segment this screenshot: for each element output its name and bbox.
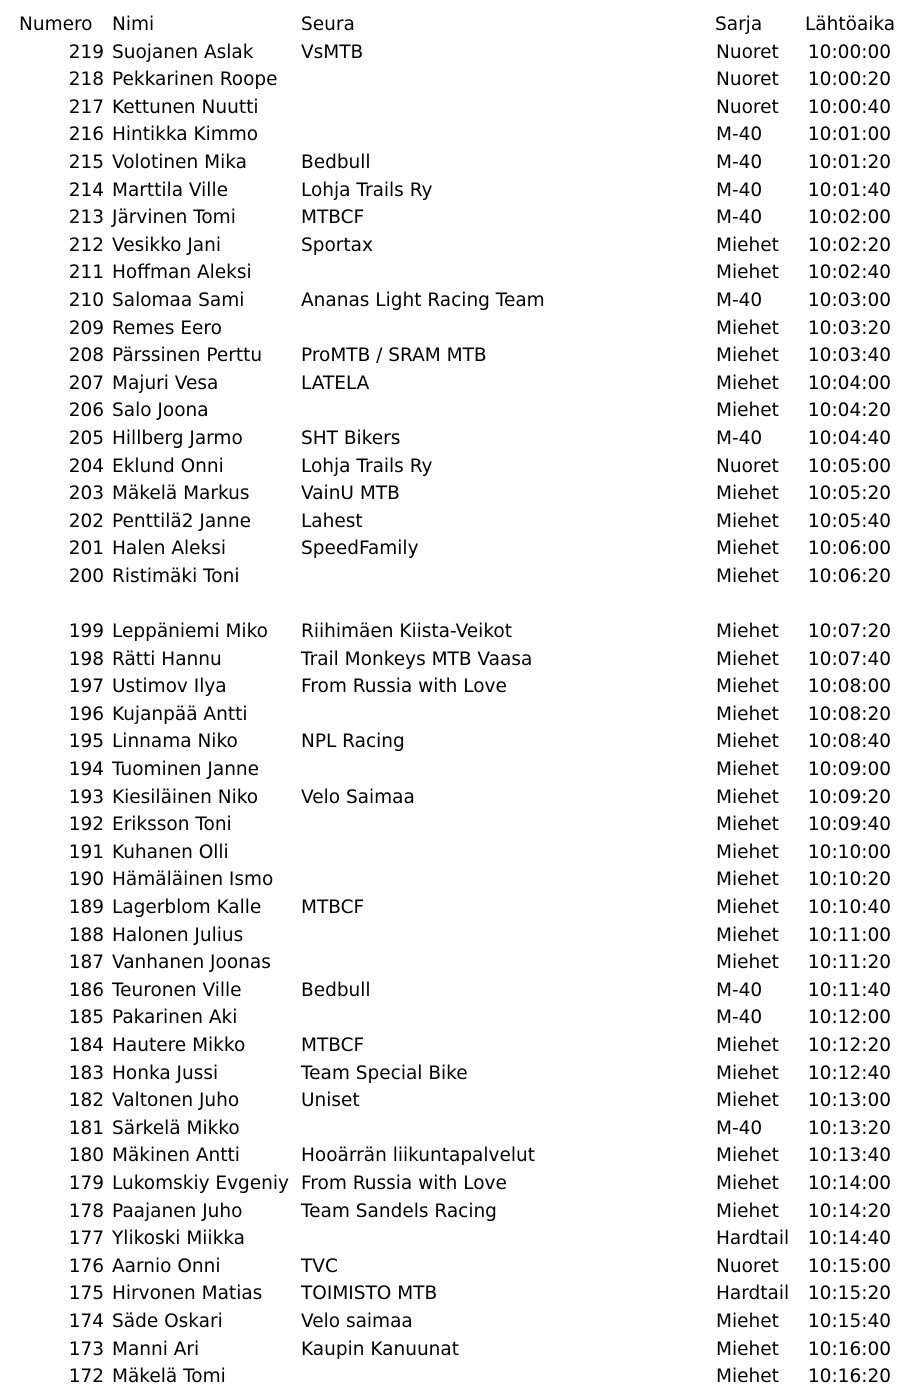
cell-number: 206: [68, 400, 104, 422]
cell-club: VainU MTB: [301, 483, 400, 505]
cell-club: Sportax: [301, 234, 373, 256]
table-row: [0, 1225, 918, 1253]
cell-start-time: 10:01:20: [807, 151, 891, 173]
cell-club: From Russia with Love: [301, 1172, 507, 1194]
cell-series: Miehet: [716, 1145, 779, 1167]
cell-club: Hooärrän liikuntapalvelut: [301, 1145, 535, 1167]
cell-name: Hintikka Kimmo: [112, 124, 259, 146]
cell-number: 182: [68, 1090, 104, 1112]
cell-name: Säde Oskari: [112, 1310, 223, 1332]
cell-name: Mäkelä Markus: [112, 483, 250, 505]
cell-series: Hardtail: [716, 1228, 790, 1250]
cell-series: Miehet: [716, 400, 779, 422]
table-row: [0, 784, 918, 812]
cell-name: Vanhanen Joonas: [112, 952, 271, 974]
header-name: Nimi: [112, 14, 155, 35]
cell-name: Hämäläinen Ismo: [112, 869, 274, 891]
table-row: [0, 1142, 918, 1170]
cell-start-time: 10:04:40: [807, 427, 891, 449]
cell-number: 186: [68, 979, 104, 1001]
cell-series: Miehet: [716, 786, 779, 808]
cell-start-time: 10:15:20: [807, 1283, 891, 1305]
cell-series: Miehet: [716, 621, 779, 643]
cell-club: MTBCF: [301, 207, 365, 229]
cell-number: 184: [68, 1034, 104, 1056]
cell-name: Eriksson Toni: [112, 814, 232, 836]
header-start-time: Lähtöaika: [805, 14, 896, 35]
cell-name: Leppäniemi Miko: [112, 621, 268, 643]
cell-series: Miehet: [716, 897, 779, 918]
table-row: [0, 811, 918, 839]
cell-start-time: 10:03:00: [807, 289, 891, 311]
cell-number: 207: [68, 372, 104, 394]
cell-start-time: 10:15:00: [807, 1255, 891, 1277]
cell-name: Mäkelä Tomi: [112, 1366, 226, 1388]
cell-number: 204: [68, 455, 104, 477]
cell-number: 180: [68, 1145, 104, 1167]
cell-start-time: 10:04:20: [807, 400, 891, 422]
cell-start-time: 10:14:00: [807, 1172, 891, 1194]
cell-series: Miehet: [716, 565, 779, 587]
cell-number: 197: [68, 676, 104, 698]
cell-number: 195: [68, 731, 104, 753]
cell-series: Miehet: [716, 703, 779, 725]
table-row: [0, 866, 918, 894]
cell-start-time: 10:02:40: [807, 262, 891, 284]
cell-name: Volotinen Mika: [112, 151, 247, 173]
cell-name: Rätti Hannu: [112, 648, 222, 670]
cell-series: Nuoret: [716, 41, 779, 63]
cell-start-time: 10:09:40: [807, 814, 891, 836]
table-row: [0, 1087, 918, 1115]
cell-club: Lohja Trails Ry: [301, 455, 433, 477]
cell-start-time: 10:16:00: [807, 1338, 891, 1360]
header-club: Seura: [301, 14, 355, 35]
table-row: [0, 1004, 918, 1032]
cell-number: 198: [68, 648, 104, 670]
table-row: [0, 977, 918, 1005]
cell-start-time: 10:14:40: [807, 1228, 891, 1250]
cell-series: Miehet: [716, 1310, 779, 1332]
cell-number: 187: [68, 952, 104, 974]
cell-name: Valtonen Juho: [112, 1090, 240, 1112]
table-row: [0, 259, 918, 287]
cell-name: Teuronen Ville: [112, 979, 242, 1001]
cell-name: Honka Jussi: [112, 1062, 219, 1084]
cell-series: M-40: [716, 1117, 763, 1139]
cell-series: Miehet: [716, 262, 779, 284]
cell-series: M-40: [716, 207, 763, 229]
group-separator: [0, 590, 918, 618]
cell-number: 213: [68, 207, 104, 229]
cell-number: 202: [68, 510, 104, 532]
cell-number: 218: [68, 69, 104, 91]
cell-start-time: 10:10:40: [807, 897, 891, 918]
cell-name: Marttila Ville: [112, 179, 228, 201]
table-row: [0, 149, 918, 177]
cell-club: From Russia with Love: [301, 676, 507, 698]
cell-club: ProMTB / SRAM MTB: [301, 345, 487, 367]
cell-name: Aarnio Onni: [112, 1255, 221, 1277]
cell-number: 175: [68, 1283, 104, 1305]
cell-club: NPL Racing: [301, 731, 405, 753]
cell-series: Miehet: [716, 1338, 779, 1360]
cell-club: Velo Saimaa: [301, 786, 415, 808]
cell-series: Miehet: [716, 676, 779, 698]
cell-number: 174: [68, 1310, 104, 1332]
table-row: [0, 728, 918, 756]
cell-number: 203: [68, 483, 104, 505]
cell-series: Hardtail: [716, 1283, 790, 1305]
cell-club: Bedbull: [301, 151, 371, 173]
table-row: [0, 949, 918, 977]
cell-series: M-40: [716, 1007, 763, 1029]
cell-number: 192: [68, 814, 104, 836]
cell-series: Miehet: [716, 1090, 779, 1112]
table-row: [0, 39, 918, 67]
cell-number: 210: [68, 289, 104, 311]
cell-number: 200: [68, 565, 104, 587]
cell-club: Uniset: [301, 1090, 360, 1112]
cell-start-time: 10:04:00: [807, 372, 891, 394]
cell-name: Järvinen Tomi: [112, 207, 236, 229]
cell-number: 196: [68, 703, 104, 725]
cell-start-time: 10:07:40: [807, 648, 891, 670]
cell-start-time: 10:08:20: [807, 703, 891, 725]
cell-name: Suojanen Aslak: [112, 41, 254, 63]
cell-series: Miehet: [716, 1034, 779, 1056]
cell-series: Miehet: [716, 317, 779, 339]
cell-series: Miehet: [716, 731, 779, 753]
cell-start-time: 10:00:40: [807, 96, 891, 118]
cell-number: 177: [68, 1228, 104, 1250]
cell-name: Ylikoski Miikka: [112, 1228, 246, 1250]
cell-start-time: 10:11:20: [807, 952, 891, 974]
table-row: [0, 839, 918, 867]
cell-series: Miehet: [716, 869, 779, 891]
cell-start-time: 10:03:40: [807, 345, 891, 367]
cell-start-time: 10:01:40: [807, 179, 891, 201]
table-row: [0, 94, 918, 122]
cell-start-time: 10:10:00: [807, 841, 891, 863]
cell-number: 179: [68, 1172, 104, 1194]
cell-series: Miehet: [716, 510, 779, 532]
table-row: [0, 1308, 918, 1336]
cell-club: Ananas Light Racing Team: [301, 289, 545, 311]
cell-start-time: 10:08:00: [807, 676, 891, 698]
table-row: [0, 563, 918, 591]
cell-start-time: 10:16:20: [807, 1366, 891, 1388]
cell-club: Team Sandels Racing: [301, 1200, 497, 1222]
table-row: [0, 894, 918, 922]
cell-name: Pekkarinen Roope: [112, 69, 278, 91]
cell-start-time: 10:07:20: [807, 621, 891, 643]
cell-number: 183: [68, 1062, 104, 1084]
cell-start-time: 10:09:00: [807, 759, 891, 781]
cell-club: Velo saimaa: [301, 1310, 413, 1332]
cell-club: Kaupin Kanuunat: [301, 1338, 459, 1360]
table-row: [0, 287, 918, 315]
cell-name: Eklund Onni: [112, 455, 224, 477]
cell-number: 193: [68, 786, 104, 808]
cell-name: Kujanpää Antti: [112, 703, 248, 725]
cell-start-time: 10:12:00: [807, 1007, 891, 1029]
cell-number: 219: [68, 41, 104, 63]
cell-club: TOIMISTO MTB: [301, 1283, 438, 1305]
table-row: [0, 66, 918, 94]
cell-series: M-40: [716, 979, 763, 1001]
table-row: [0, 1170, 918, 1198]
cell-start-time: 10:01:00: [807, 124, 891, 146]
cell-club: TVC: [301, 1255, 338, 1277]
cell-series: M-40: [716, 151, 763, 173]
cell-club: Trail Monkeys MTB Vaasa: [301, 648, 533, 670]
cell-start-time: 10:08:40: [807, 731, 891, 753]
cell-series: Miehet: [716, 1200, 779, 1222]
cell-series: Miehet: [716, 952, 779, 974]
cell-name: Linnama Niko: [112, 731, 238, 753]
cell-series: M-40: [716, 179, 763, 201]
cell-name: Ristimäki Toni: [112, 565, 240, 587]
table-row: [0, 508, 918, 536]
table-row: [0, 342, 918, 370]
cell-start-time: 10:13:40: [807, 1145, 891, 1167]
cell-club: MTBCF: [301, 897, 365, 918]
cell-number: 205: [68, 427, 104, 449]
cell-name: Halen Aleksi: [112, 538, 227, 560]
cell-number: 216: [68, 124, 104, 146]
table-row: [0, 1115, 918, 1143]
cell-name: Manni Ari: [112, 1338, 200, 1360]
table-row: [0, 1363, 918, 1391]
cell-series: Miehet: [716, 372, 779, 394]
cell-series: Nuoret: [716, 69, 779, 91]
cell-series: M-40: [716, 289, 763, 311]
cell-series: Miehet: [716, 1062, 779, 1084]
cell-name: Hirvonen Matias: [112, 1283, 263, 1305]
cell-number: 178: [68, 1200, 104, 1222]
cell-club: VsMTB: [301, 41, 364, 63]
cell-series: M-40: [716, 124, 763, 146]
cell-start-time: 10:05:20: [807, 483, 891, 505]
cell-start-time: 10:10:20: [807, 869, 891, 891]
cell-name: Lukomskiy Evgeniy: [112, 1172, 289, 1194]
cell-club: SpeedFamily: [301, 538, 419, 560]
cell-club: Bedbull: [301, 979, 371, 1001]
cell-number: 188: [68, 924, 104, 946]
cell-name: Salo Joona: [112, 400, 209, 422]
cell-club: Team Special Bike: [301, 1062, 468, 1084]
cell-name: Vesikko Jani: [112, 234, 222, 256]
cell-number: 208: [68, 345, 104, 367]
cell-series: Miehet: [716, 924, 779, 946]
cell-name: Kettunen Nuutti: [112, 96, 259, 118]
table-row: [0, 756, 918, 784]
cell-start-time: 10:13:20: [807, 1117, 891, 1139]
cell-number: 172: [68, 1366, 104, 1388]
cell-name: Pärssinen Perttu: [112, 345, 263, 367]
cell-series: Nuoret: [716, 1255, 779, 1277]
cell-name: Majuri Vesa: [112, 372, 219, 394]
cell-club: Lahest: [301, 510, 363, 532]
cell-series: Miehet: [716, 1366, 779, 1388]
table-row: [0, 618, 918, 646]
table-row: [0, 1253, 918, 1281]
cell-start-time: 10:06:20: [807, 565, 891, 587]
cell-name: Penttilä2 Janne: [112, 510, 252, 532]
cell-name: Remes Eero: [112, 317, 222, 339]
cell-series: Miehet: [716, 1172, 779, 1194]
cell-club: SHT Bikers: [301, 427, 401, 449]
cell-name: Särkelä Mikko: [112, 1117, 240, 1139]
cell-start-time: 10:15:40: [807, 1310, 891, 1332]
table-row: [0, 1280, 918, 1308]
cell-start-time: 10:09:20: [807, 786, 891, 808]
cell-number: 211: [68, 262, 104, 284]
cell-name: Pakarinen Aki: [112, 1007, 238, 1029]
table-row: [0, 480, 918, 508]
table-row: [0, 535, 918, 563]
cell-start-time: 10:05:40: [807, 510, 891, 532]
cell-start-time: 10:12:20: [807, 1034, 891, 1056]
table-row: [0, 315, 918, 343]
cell-start-time: 10:00:20: [807, 69, 891, 91]
cell-name: Tuominen Janne: [112, 759, 260, 781]
cell-name: Kuhanen Olli: [112, 841, 229, 863]
cell-number: 215: [68, 151, 104, 173]
cell-start-time: 10:00:00: [807, 41, 891, 63]
cell-name: Halonen Julius: [112, 924, 244, 946]
cell-series: M-40: [716, 427, 763, 449]
cell-start-time: 10:12:40: [807, 1062, 891, 1084]
table-row: [0, 232, 918, 260]
cell-start-time: 10:13:00: [807, 1090, 891, 1112]
header-number: Numero: [19, 14, 93, 35]
cell-club: Lohja Trails Ry: [301, 179, 433, 201]
cell-number: 173: [68, 1338, 104, 1360]
table-row: [0, 397, 918, 425]
cell-start-time: 10:06:00: [807, 538, 891, 560]
table-row: [0, 701, 918, 729]
cell-number: 201: [68, 538, 104, 560]
cell-number: 189: [68, 897, 104, 918]
cell-series: Miehet: [716, 538, 779, 560]
cell-name: Hautere Mikko: [112, 1034, 246, 1056]
cell-club: Riihimäen Kiista-Veikot: [301, 621, 512, 643]
table-row: [0, 425, 918, 453]
table-row: [0, 646, 918, 674]
table-row: [0, 1060, 918, 1088]
cell-number: 214: [68, 179, 104, 201]
cell-number: 176: [68, 1255, 104, 1277]
table-row: [0, 1198, 918, 1226]
cell-series: Miehet: [716, 841, 779, 863]
cell-number: 181: [68, 1117, 104, 1139]
cell-number: 199: [68, 621, 104, 643]
table-row: [0, 673, 918, 701]
cell-start-time: 10:11:00: [807, 924, 891, 946]
table-row: [0, 370, 918, 398]
cell-start-time: 10:05:00: [807, 455, 891, 477]
header-series: Sarja: [715, 14, 763, 35]
table-row: [0, 121, 918, 149]
cell-name: Mäkinen Antti: [112, 1145, 240, 1167]
cell-start-time: 10:02:00: [807, 207, 891, 229]
cell-number: 185: [68, 1007, 104, 1029]
cell-start-time: 10:02:20: [807, 234, 891, 256]
cell-series: Miehet: [716, 759, 779, 781]
cell-club: MTBCF: [301, 1034, 365, 1056]
cell-series: Miehet: [716, 648, 779, 670]
table-row: [0, 922, 918, 950]
cell-club: LATELA: [301, 372, 370, 394]
cell-series: Miehet: [716, 483, 779, 505]
table-row: [0, 1032, 918, 1060]
cell-number: 209: [68, 317, 104, 339]
cell-number: 217: [68, 96, 104, 118]
cell-number: 212: [68, 234, 104, 256]
start-list-table: [0, 11, 918, 1391]
cell-number: 190: [68, 869, 104, 891]
cell-name: Salomaa Sami: [112, 289, 245, 311]
cell-series: Nuoret: [716, 455, 779, 477]
cell-name: Kiesiläinen Niko: [112, 786, 259, 808]
cell-number: 191: [68, 841, 104, 863]
cell-series: Miehet: [716, 345, 779, 367]
cell-start-time: 10:14:20: [807, 1200, 891, 1222]
cell-start-time: 10:03:20: [807, 317, 891, 339]
cell-name: Hoffman Aleksi: [112, 262, 252, 284]
cell-number: 194: [68, 759, 104, 781]
cell-name: Ustimov Ilya: [112, 676, 227, 698]
cell-name: Hillberg Jarmo: [112, 427, 243, 449]
table-row: [0, 177, 918, 205]
table-row: [0, 453, 918, 481]
table-body: [0, 39, 918, 1391]
cell-start-time: 10:11:40: [807, 979, 891, 1001]
cell-name: Paajanen Juho: [112, 1200, 243, 1222]
table-header-row: [0, 11, 918, 39]
cell-series: Miehet: [716, 234, 779, 256]
cell-series: Miehet: [716, 814, 779, 836]
table-row: [0, 1336, 918, 1364]
cell-series: Nuoret: [716, 96, 779, 118]
table-row: [0, 204, 918, 232]
cell-name: Lagerblom Kalle: [112, 897, 262, 918]
